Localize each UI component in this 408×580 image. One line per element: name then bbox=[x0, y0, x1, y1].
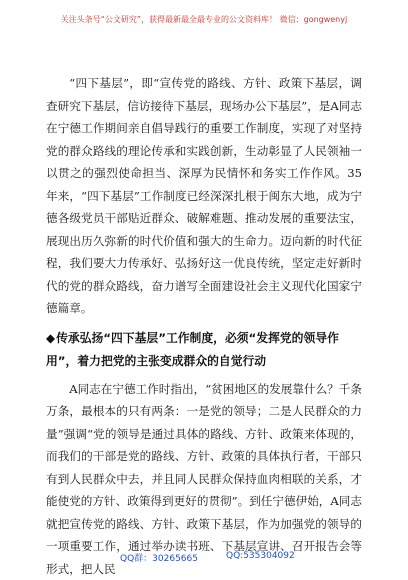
footer-qq: QQ:535304092 bbox=[226, 551, 295, 561]
diamond-bullet-icon: ◆ bbox=[46, 330, 56, 345]
section-heading-text: 传承弘扬“四下基层”工作制度，必须“发挥党的领导作用”，着力把党的主张变成群众的自觉行动 bbox=[46, 330, 339, 368]
footer-qq-group: QQ群：30265665 bbox=[120, 554, 198, 564]
body-paragraph: A同志在宁德工作时指出，“贫困地区的发展靠什么？千条万条，最根本的只有两条：一是党的领导；二是人民群众的力量”强调“党的领导是通过具体的路线、方针、政策来体现的，而我们的干部是党的路线、方针、政策的具体执行者，干部只有到人民群众中去，并且同人民群众保持血肉相联的关系，才能使党的方针、政策得到更好的贯彻”。到任宁德伊始，A同志就把宣传党的路线、方针、政策下基层，作为加强党的领导的一项重要工作，通过举办读书班、下基层宣讲、召开报告会等形式，把人民 bbox=[46, 381, 362, 576]
document-page bbox=[46, 72, 362, 580]
body-paragraph: “四下基层”，即“宣传党的路线、方针、政策下基层，调查研究下基层，信访接待下基层，现场办公下基层”，是A同志在宁德工作期间亲自倡导践行的重要工作制度，实现了对坚持党的群众路线的理论传承和实践创新，生动彰显了人民领袖一以贯之的强烈使命担当、深厚为民情怀和务实工作作风。35年来，“四下基层”工作制度已经深深扎根于闽东大地，成为宁德各级党员干部贴近群众、破解难题、推动发展的重要法宝，展现出历久弥新的时代价值和强大的生命力。迈向新的时代征程，我们要大力传承好、弘扬好这一优良传统，坚定走好新时代的党的群众路线，奋力谱写全面建设社会主义现代化国家宁德篇章。 bbox=[46, 76, 362, 315]
section-heading bbox=[46, 327, 362, 373]
page-header-banner: 关注头条号“公文研究”，获得最新最全最专业的公文资料库！ 微信：gongwenyj bbox=[60, 15, 348, 24]
